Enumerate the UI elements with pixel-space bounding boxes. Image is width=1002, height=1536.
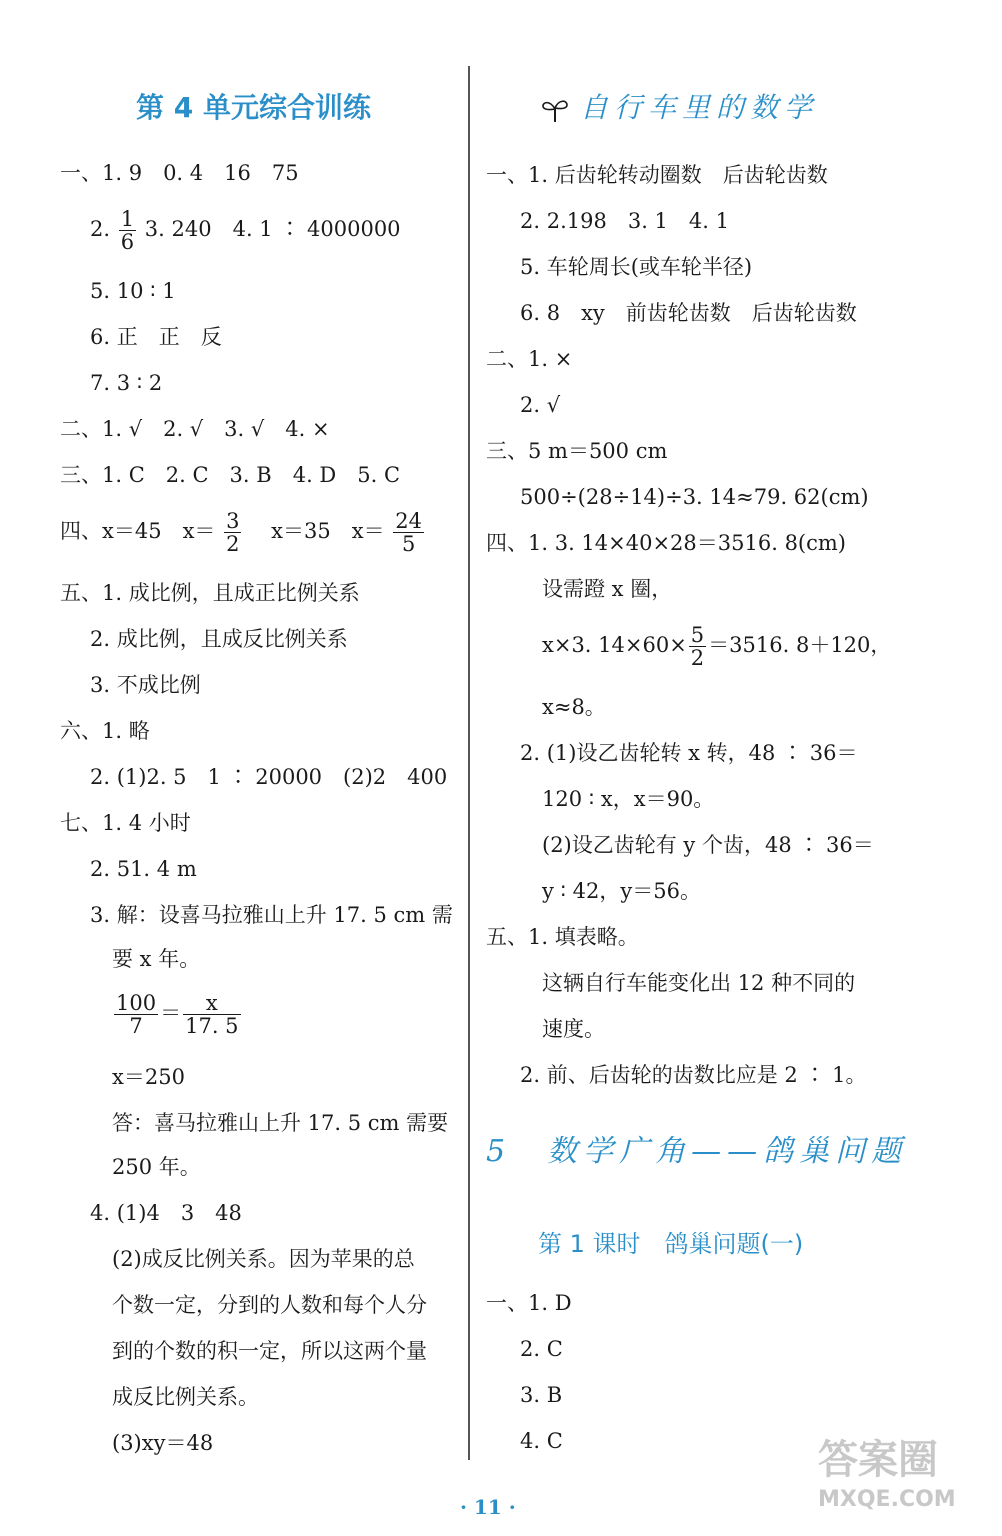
fraction: $\frac{3}{2}$ <box>226 509 240 556</box>
answer-line: 五、1. 成比例，且成正比例关系 <box>60 581 360 605</box>
answer-line: 二、1. √ 2. √ 3. √ 4. × <box>60 417 330 441</box>
fraction: $\frac{1}{6}$ <box>120 207 135 254</box>
answer-line: 5. 车轮周长(或车轮半径) <box>520 255 753 279</box>
answer-line: 2. √ <box>520 393 561 417</box>
answer-line: 个数一定，分到的人数和每个人分 <box>112 1293 427 1317</box>
answer-line: 2. 前、后齿轮的齿数比应是 2 ∶ 1。 <box>520 1063 867 1087</box>
answer-line: 四、x＝45 x＝ $\frac{3}{2}$ x＝35 x＝ $\frac{24}{5}$ <box>60 509 423 556</box>
answer-line: 2. (1)设乙齿轮转 x 转，48 ∶ 36＝ <box>520 741 858 765</box>
answer-line: x≈8。 <box>542 695 606 719</box>
answer-line: 三、5 m＝500 cm <box>486 439 668 463</box>
answer-line: y ∶ 42，y＝56。 <box>542 879 701 903</box>
answer-line: x＝250 <box>112 1065 185 1089</box>
fraction: $\frac{100}{7}$ <box>116 991 157 1038</box>
answer-line: 2. 51. 4 m <box>90 857 197 881</box>
section-title: 第 4 单元综合训练 <box>136 91 371 124</box>
answer-line: 500÷(28÷14)÷3. 14≈79. 62(cm) <box>520 485 869 509</box>
answer-line: 一、1. 后齿轮转动圈数 后齿轮齿数 <box>486 163 828 187</box>
answer-line: (2)成反比例关系。因为苹果的总 <box>112 1247 415 1271</box>
section-title: 自行车里的数学 <box>540 86 818 126</box>
answer-line: 六、1. 略 <box>60 719 150 743</box>
chapter-title: 5 数学广角——鸽巢问题 <box>486 1134 908 1169</box>
equation-line: $\frac{100}{7}$ ＝ $\frac{x}{17. 5}$ <box>116 991 239 1038</box>
answer-line: 一、1. D <box>486 1291 572 1315</box>
answer-line: 2. 2.198 3. 1 4. 1 <box>520 209 729 233</box>
watermark: 答案圈 MXQE.COM <box>818 1437 956 1512</box>
answer-line: 2. C <box>520 1337 563 1361</box>
equation-line: x×3. 14×60× $\frac{5}{2}$ ＝3516. 8＋120， <box>542 623 892 670</box>
lesson-title: 第 1 课时 鸽巢问题(一) <box>538 1230 804 1258</box>
answer-line: 一、1. 9 0. 4 16 75 <box>60 161 299 185</box>
answer-line: 4. C <box>520 1429 563 1453</box>
answer-line: 到的个数的积一定，所以这两个量 <box>112 1339 427 1363</box>
answer-line: 设需蹬 x 圈， <box>542 577 673 601</box>
answer-line: 7. 3 ∶ 2 <box>90 371 163 395</box>
answer-line: 二、1. × <box>486 347 573 371</box>
fraction: $\frac{x}{17. 5}$ <box>185 991 239 1038</box>
answer-line: 3. 不成比例 <box>90 673 201 697</box>
answer-line: 这辆自行车能变化出 12 种不同的 <box>542 971 856 995</box>
answer-line: 5. 10 ∶ 1 <box>90 279 176 303</box>
answer-line: 2. (1)2. 5 1 ∶ 20000 (2)2 400 <box>90 765 448 789</box>
answer-line: 成反比例关系。 <box>112 1385 259 1409</box>
answer-line: 250 年。 <box>112 1155 201 1179</box>
fraction: $\frac{5}{2}$ <box>690 623 705 670</box>
answer-line: 3. 解：设喜马拉雅山上升 17. 5 cm 需 <box>90 903 453 927</box>
answer-line: 四、1. 3. 14×40×28＝3516. 8(cm) <box>486 531 846 555</box>
answer-line: 120 ∶ x，x＝90。 <box>542 787 715 811</box>
answer-line: 七、1. 4 小时 <box>60 811 191 835</box>
answer-line: (3)xy＝48 <box>112 1431 214 1455</box>
answer-line: 6. 正 正 反 <box>90 325 222 349</box>
answer-line: 4. (1)4 3 48 <box>90 1201 242 1225</box>
answer-line: 答：喜马拉雅山上升 17. 5 cm 需要 <box>112 1111 449 1135</box>
answer-line: 2. $\frac{1}{6}$ 3. 240 4. 1 ∶ 4000000 <box>90 207 401 254</box>
answer-line: (2)设乙齿轮有 y 个齿，48 ∶ 36＝ <box>542 833 874 857</box>
answer-line: 要 x 年。 <box>112 947 201 971</box>
answer-line: 3. B <box>520 1383 563 1407</box>
answer-line: 速度。 <box>542 1017 605 1041</box>
answer-line: 三、1. C 2. C 3. B 4. D 5. C <box>60 463 401 487</box>
sprout-icon <box>540 96 570 124</box>
answer-line: 6. 8 xy 前齿轮齿数 后齿轮齿数 <box>520 301 857 325</box>
page-number: · 11 · <box>460 1495 516 1519</box>
fraction: $\frac{24}{5}$ <box>395 509 423 556</box>
column-divider <box>468 66 470 1460</box>
answer-line: 2. 成比例，且成反比例关系 <box>90 627 348 651</box>
answer-line: 五、1. 填表略。 <box>486 925 639 949</box>
